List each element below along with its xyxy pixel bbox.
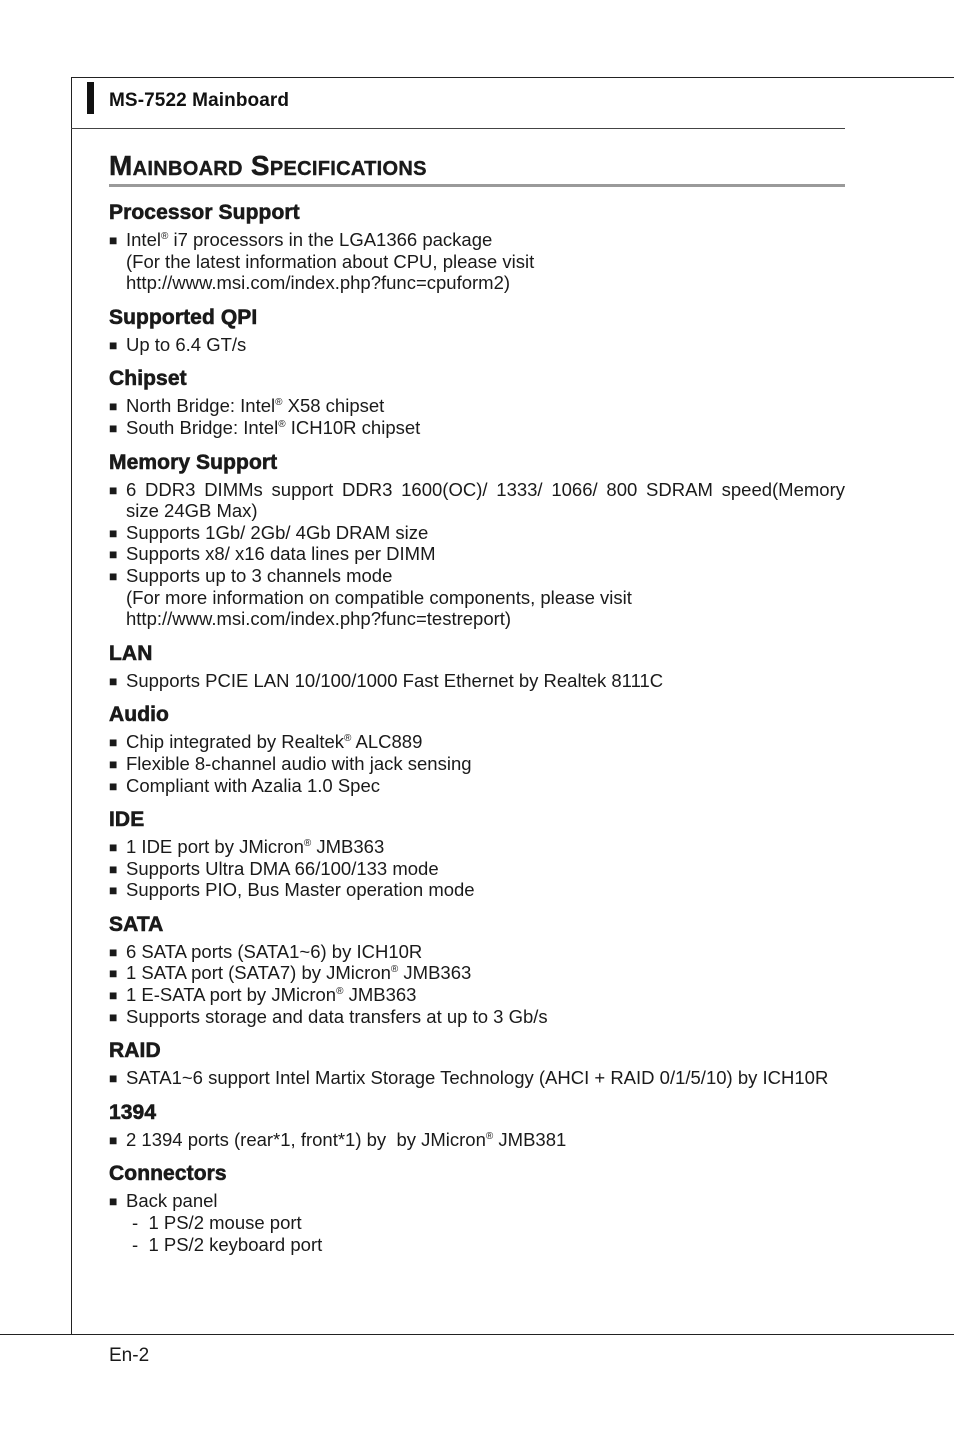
square-bullet-icon: ■: [109, 734, 118, 751]
square-bullet-icon: ■: [109, 943, 118, 960]
spec-list: [109, 731, 845, 796]
section-title: Audio: [109, 703, 169, 727]
list-item: ■ Supports Ultra DMA 66/100/133 mode: [109, 857, 439, 879]
section-title: SATA: [109, 912, 164, 936]
section-1394: [109, 1100, 845, 1151]
section-title: LAN: [109, 641, 153, 665]
page-frame-bottom-line: [0, 1334, 954, 1335]
section-title: IDE: [109, 808, 145, 832]
square-bullet-icon: ■: [109, 965, 118, 982]
spec-list: [109, 941, 845, 1027]
list-item: ■ Intel® i7 processors in the LGA1366 package (For the latest information about CPU, please visit http://www.msi.com/index.php?func=cpuform2): [109, 229, 535, 294]
square-bullet-icon: ■: [109, 672, 118, 689]
section-title: Supported QPI: [109, 305, 258, 329]
spec-list: [109, 1067, 845, 1089]
list-item: ■ Supports PIO, Bus Master operation mode: [109, 879, 475, 901]
spec-list: [109, 836, 845, 901]
square-bullet-icon: ■: [109, 524, 118, 541]
title-rule: [109, 184, 845, 187]
list-item: ■ 6 DDR3 DIMMs support DDR3 1600(OC)/ 1333/ 1066/ 800 SDRAM speed(Memory size 24GB Max): [109, 478, 845, 522]
square-bullet-icon: ■: [109, 882, 118, 899]
page-frame-top-line: [71, 77, 954, 78]
list-item: ■ SATA1~6 support Intel Martix Storage Technology (AHCI + RAID 0/1/5/10) by ICH10R: [109, 1067, 829, 1089]
spec-list: [109, 670, 845, 692]
square-bullet-icon: ■: [109, 481, 118, 498]
square-bullet-icon: ■: [109, 839, 118, 856]
section-ide: [109, 807, 845, 901]
spec-list: [109, 1129, 845, 1151]
section-connectors: [109, 1161, 845, 1255]
list-item: ■ Supports 1Gb/ 2Gb/ 4Gb DRAM size: [109, 521, 429, 543]
list-item: ■ North Bridge: Intel® X58 chipset: [109, 395, 385, 417]
section-supported-qpi: [109, 305, 845, 356]
page-number: En-2: [109, 1345, 150, 1366]
section-title: RAID: [109, 1039, 161, 1063]
section-title: Memory Support: [109, 450, 278, 474]
section-raid: [109, 1038, 845, 1089]
square-bullet-icon: ■: [109, 755, 118, 772]
square-bullet-icon: ■: [109, 567, 118, 584]
square-bullet-icon: ■: [109, 1193, 118, 1210]
list-item: ■ 1 E-SATA port by JMicron® JMB363: [109, 984, 417, 1006]
square-bullet-icon: ■: [109, 419, 118, 436]
square-bullet-icon: ■: [109, 546, 118, 563]
spec-list: [109, 229, 845, 294]
spec-list: [109, 479, 845, 630]
list-item: ■ Supports PCIE LAN 10/100/1000 Fast Ethernet by Realtek 8111C: [109, 669, 664, 691]
list-item: ■ Chip integrated by Realtek® ALC889: [109, 731, 423, 753]
section-sata: [109, 912, 845, 1027]
square-bullet-icon: ■: [109, 1131, 118, 1148]
spec-list: [109, 1190, 845, 1255]
section-processor-support: [109, 200, 845, 294]
section-chipset: [109, 366, 845, 438]
list-item: ■ Supports x8/ x16 data lines per DIMM: [109, 543, 436, 565]
spec-list: [109, 395, 845, 438]
list-item: ■ South Bridge: Intel® ICH10R chipset: [109, 416, 421, 438]
page-frame-left-line: [71, 77, 72, 1334]
list-item: ■ Supports storage and data transfers at up to 3 Gb/s: [109, 1005, 548, 1027]
square-bullet-icon: ■: [109, 860, 118, 877]
section-title: 1394: [109, 1100, 157, 1124]
square-bullet-icon: ■: [109, 398, 118, 415]
page-title: Mainboard Specifications: [109, 150, 427, 181]
list-item: ■ 1 IDE port by JMicron® JMB363: [109, 836, 385, 858]
header-marker-bar: [87, 82, 94, 114]
list-item: ■ Flexible 8-channel audio with jack sensing: [109, 752, 472, 774]
square-bullet-icon: ■: [109, 336, 118, 353]
list-item: ■ 6 SATA ports (SATA1~6) by ICH10R: [109, 940, 423, 962]
section-lan: [109, 641, 845, 692]
running-header: MS-7522 Mainboard: [109, 90, 290, 111]
list-item: ■ Up to 6.4 GT/s: [109, 333, 247, 355]
section-audio: [109, 702, 845, 796]
spec-list: [109, 334, 845, 356]
header-underline: [71, 128, 845, 129]
section-title: Processor Support: [109, 201, 300, 224]
list-item: ■ Back panel - 1 PS/2 mouse port - 1 PS/2 keyboard port: [109, 1190, 323, 1255]
spec-content: [109, 200, 845, 1255]
list-item: ■ 1 SATA port (SATA7) by JMicron® JMB363: [109, 962, 472, 984]
square-bullet-icon: ■: [109, 1070, 118, 1087]
square-bullet-icon: ■: [109, 987, 118, 1004]
section-title: Connectors: [109, 1162, 227, 1186]
section-title: Chipset: [109, 367, 187, 391]
square-bullet-icon: ■: [109, 232, 118, 248]
list-item: ■ 2 1394 ports (rear*1, front*1) by by JMicron® JMB381: [109, 1128, 567, 1150]
square-bullet-icon: ■: [109, 777, 118, 794]
list-item: ■ Compliant with Azalia 1.0 Spec: [109, 774, 380, 796]
list-item: ■ Supports up to 3 channels mode (For more information on compatible components, please visit http://www.msi.com/index.php?func=testreport): [109, 564, 632, 630]
section-memory-support: [109, 450, 845, 630]
square-bullet-icon: ■: [109, 1008, 118, 1025]
